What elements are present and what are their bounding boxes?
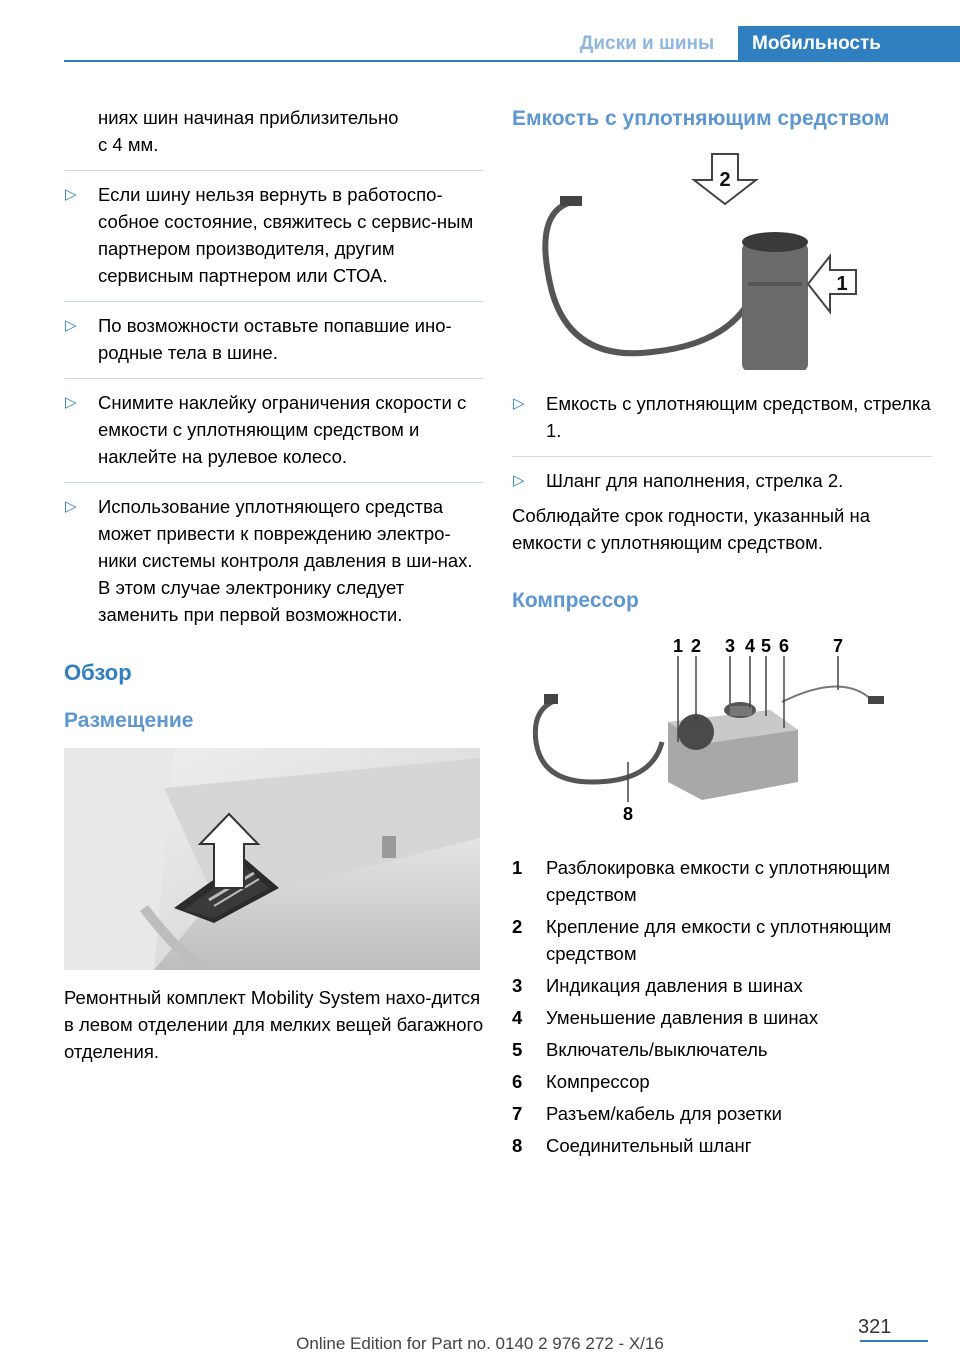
figure-label-3: 3 xyxy=(724,636,736,656)
list-item xyxy=(512,467,932,494)
figure-label-2: 2 xyxy=(690,636,702,656)
triangle-bullet-icon: ▷ xyxy=(65,317,77,334)
figure-label-4: 4 xyxy=(744,636,756,656)
left-column xyxy=(64,104,484,1065)
bullet-text: Шланг для наполнения, стрелка 2. xyxy=(546,470,844,491)
list-item xyxy=(64,493,484,628)
figure-label-6: 6 xyxy=(778,636,790,656)
section-heading-compressor: Компрессор xyxy=(512,589,639,612)
triangle-bullet-icon: ▷ xyxy=(513,395,525,412)
figure-label-8: 8 xyxy=(622,804,634,824)
list-item: 8 Соединительный шланг xyxy=(512,1135,752,1156)
list-item: 5 Включатель/выключатель xyxy=(512,1039,768,1060)
list-item: 4 Уменьшение давления в шинах xyxy=(512,1007,819,1028)
list-item: 6 Компрессор xyxy=(512,1071,650,1092)
list-item xyxy=(64,389,484,470)
intro-line-2: с 4 мм. xyxy=(98,134,159,155)
figure-label-1: 1 xyxy=(672,636,684,656)
page-number: 321 xyxy=(858,1316,892,1338)
right-column xyxy=(512,104,932,1164)
bullet-text: Снимите наклейку ограничения скорости с емкости с уплотняющим средством и наклейте на рулевое колесо. xyxy=(98,392,467,467)
divider xyxy=(512,456,932,457)
bullet-text: Использование уплотняющего средства может привести к повреждению электро-ники системы контроля давления в ши-нах. В этом случае электронику следует заменить при первой возможности. xyxy=(98,496,473,625)
tab-wheels-tires[interactable]: Диски и шины xyxy=(579,33,715,54)
figure-label-7: 7 xyxy=(832,636,844,656)
list-item: 7 Разъем/кабель для розетки xyxy=(512,1103,782,1124)
figure-label-5: 5 xyxy=(760,636,772,656)
triangle-bullet-icon: ▷ xyxy=(65,186,77,203)
triangle-bullet-icon: ▷ xyxy=(65,498,77,515)
figure-label-1: 1 xyxy=(836,273,848,295)
figure-label-2: 2 xyxy=(719,169,731,191)
compressor-illustration xyxy=(512,632,928,832)
triangle-bullet-icon: ▷ xyxy=(65,394,77,411)
divider xyxy=(64,482,484,483)
list-item: 1 Разблокировка емкости с уплотняющим средством xyxy=(512,857,891,905)
divider xyxy=(64,170,484,171)
location-description: Ремонтный комплект Mobility System нахо-дится в левом отделении для мелких вещей багажного отделения. xyxy=(64,987,484,1062)
list-item: 3 Индикация давления в шинах xyxy=(512,975,803,996)
expiry-note: Соблюдайте срок годности, указанный на емкости с уплотняющим средством. xyxy=(512,505,871,553)
list-item: 2 Крепление для емкости с уплотняющим средством xyxy=(512,916,892,964)
trunk-compartment-photo xyxy=(64,748,480,970)
bullet-text: Емкость с уплотняющим средством, стрелка 1. xyxy=(546,393,931,441)
list-item xyxy=(512,390,932,444)
subheading-location: Размещение xyxy=(64,709,194,732)
header-rule xyxy=(64,60,960,62)
bullet-text: По возможности оставьте попавшие ино-родные тела в шине. xyxy=(98,315,452,363)
list-item xyxy=(64,312,484,366)
divider xyxy=(64,378,484,379)
compressor-parts-list xyxy=(512,854,932,1159)
list-item xyxy=(64,181,484,289)
bullet-text: Если шину нельзя вернуть в работоспо-собное состояние, свяжитесь с сервис-ным партнером производителя, другим сервисным партнером или СТОА. xyxy=(98,184,474,286)
edition-footer: Online Edition for Part no. 0140 2 976 272 - X/16 xyxy=(296,1334,664,1353)
tab-mobility[interactable]: Мобильность xyxy=(738,26,960,62)
triangle-bullet-icon: ▷ xyxy=(513,472,525,489)
intro-line-1: ниях шин начиная приблизительно xyxy=(98,107,399,128)
section-heading-overview: Обзор xyxy=(64,660,132,685)
sealant-container-illustration xyxy=(512,152,928,370)
divider xyxy=(64,301,484,302)
section-heading-sealant-container: Емкость с уплотняющим средством xyxy=(512,107,890,130)
